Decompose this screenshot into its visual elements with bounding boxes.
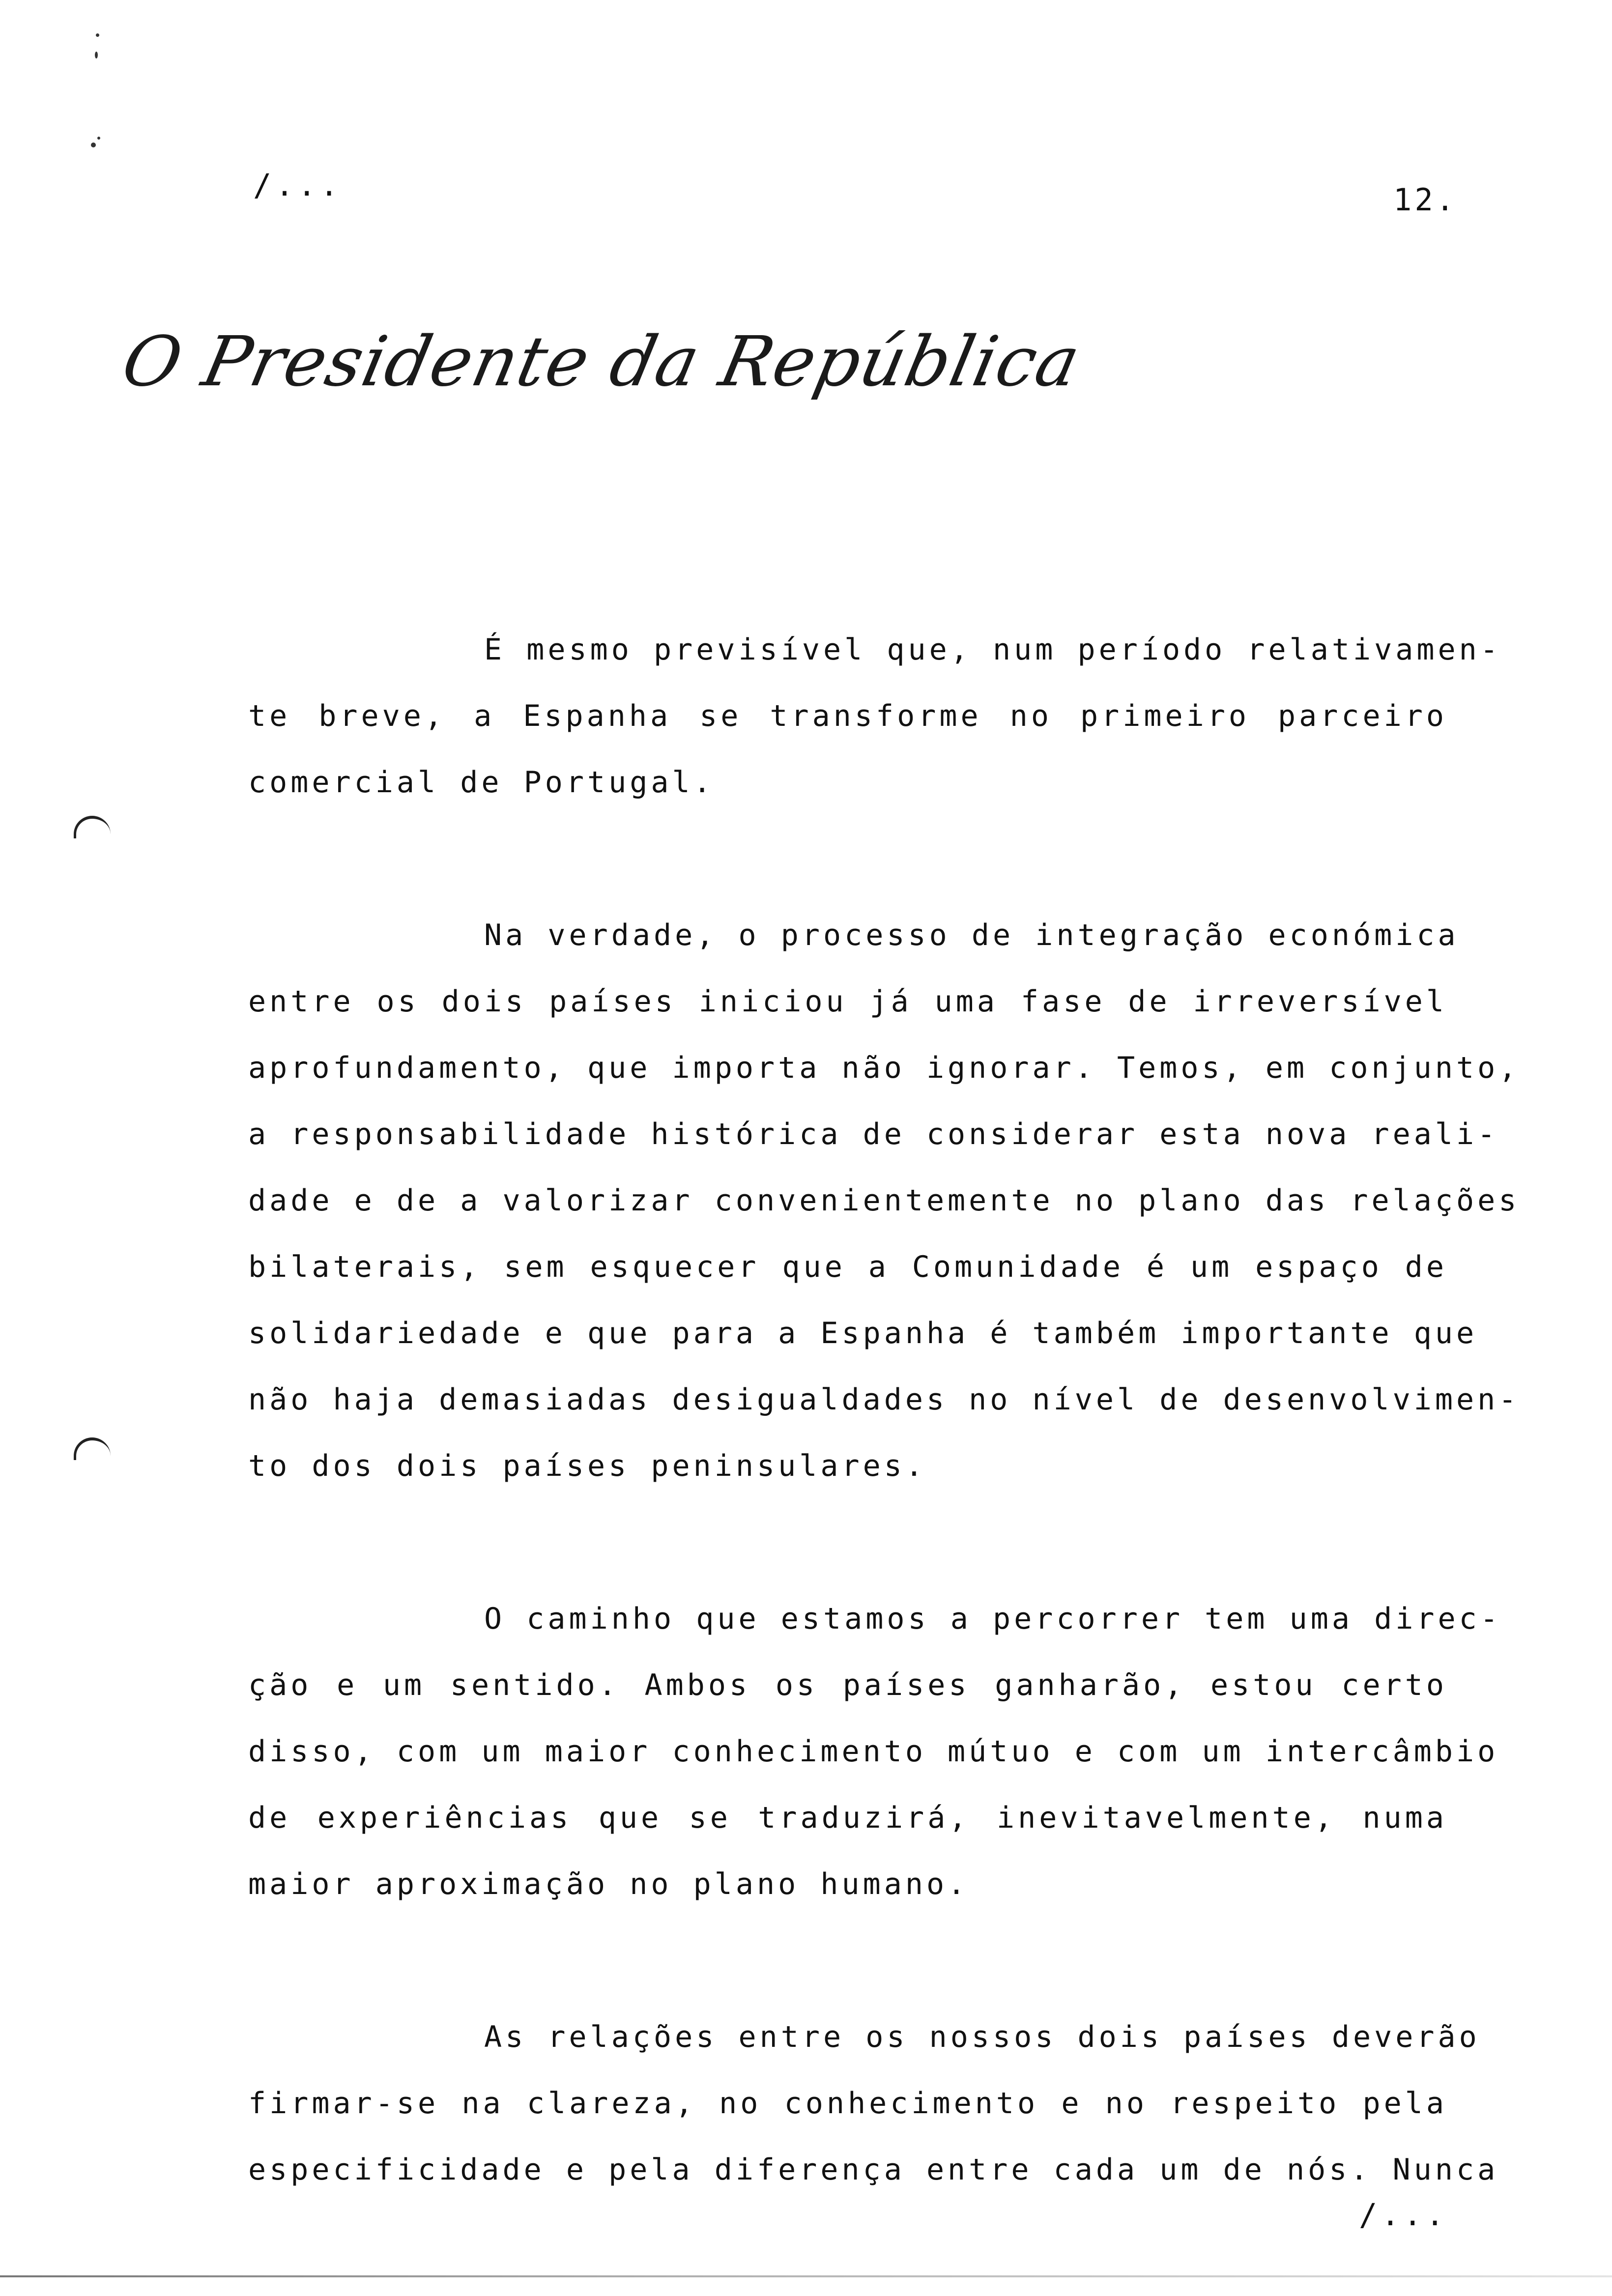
text-line: solidariedade e que para a Espanha é também importante que [248, 1316, 1478, 1350]
text-line: ção e um sentido. Ambos os países ganharão, estou certo [248, 1668, 1447, 1702]
paragraph [248, 1586, 1501, 1918]
scan-speck [96, 33, 99, 37]
letterhead-title: O Presidente da República [115, 322, 1088, 402]
punch-hole-mark [74, 1437, 111, 1460]
text-line: bilaterais, sem esquecer que a Comunidade é um espaço de [248, 1250, 1447, 1284]
scan-speck [97, 137, 100, 140]
paragraph [248, 902, 1520, 1499]
punch-hole-mark [74, 816, 111, 838]
text-line: aprofundamento, que importa não ignorar. Temos, em conjunto, [248, 1051, 1520, 1085]
text-line: te breve, a Espanha se transforme no primeiro parceiro [248, 699, 1447, 733]
body-text [248, 617, 1520, 2290]
paragraph [248, 2004, 1499, 2203]
text-line: O caminho que estamos a percorrer tem uma direc- [484, 1602, 1501, 1636]
text-line: maior aproximação no plano humano. [248, 1867, 969, 1901]
text-line: to dos dois países peninsulares. [248, 1449, 926, 1483]
text-line: disso, com um maior conhecimento mútuo e com um intercâmbio [248, 1734, 1499, 1769]
text-line: entre os dois países iniciou já uma fase de irreversível [248, 984, 1447, 1019]
text-line: a responsabilidade histórica de considerar esta nova reali- [248, 1117, 1499, 1151]
text-line: Na verdade, o processo de integração económica [484, 918, 1459, 952]
text-line: É mesmo previsível que, num período relativamen- [484, 632, 1501, 667]
text-line: especificidade e pela diferença entre cada um de nós. Nunca [248, 2152, 1499, 2187]
scan-edge-line [0, 2275, 1612, 2277]
text-line: dade e de a valorizar convenientemente no plano das relações [248, 1183, 1520, 1218]
paragraph [248, 617, 1501, 816]
continuation-marker-top: /... [253, 167, 343, 203]
scan-speck [95, 52, 98, 58]
text-line: firmar-se na clareza, no conhecimento e no respeito pela [248, 2086, 1447, 2121]
scan-speck [91, 143, 96, 147]
text-line: não haja demasiadas desigualdades no nível de desenvolvimen- [248, 1382, 1520, 1417]
text-line: de experiências que se traduzirá, inevitavelmente, numa [248, 1801, 1447, 1835]
text-line: comercial de Portugal. [248, 765, 715, 800]
page-number: 12. [1393, 182, 1457, 218]
continuation-marker-bottom: /... [1359, 2197, 1448, 2233]
text-line: As relações entre os nossos dois países deverão [484, 2020, 1480, 2054]
